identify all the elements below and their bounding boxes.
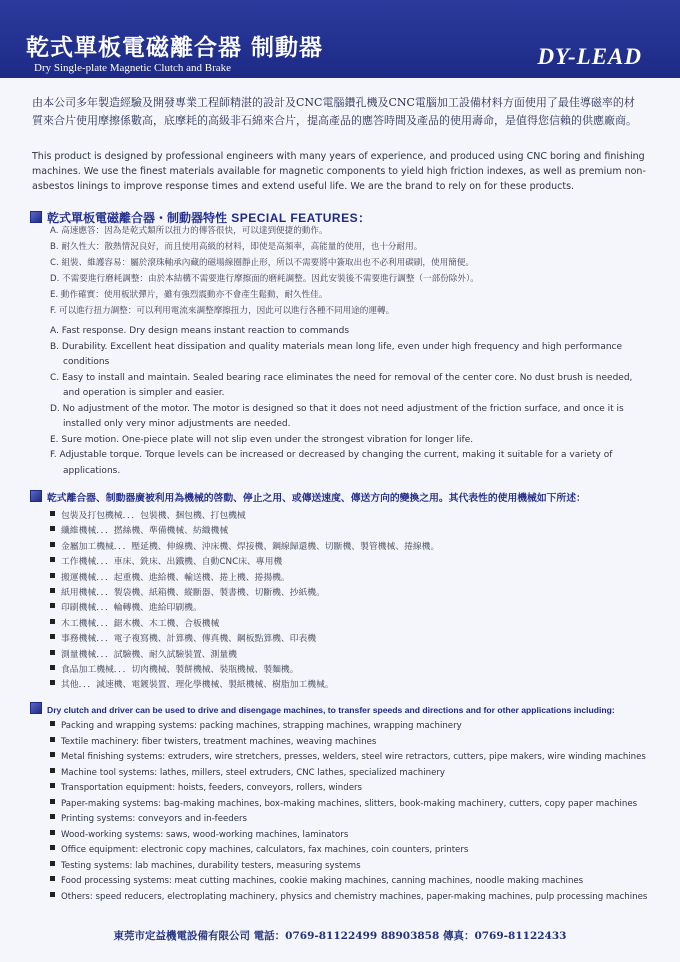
list-item-text: Packing and wrapping systems: packing machines, strapping machines, wrapping machinery <box>61 721 462 731</box>
applications-heading-zh-text: 乾式離合器、制動器廣被利用為機械的啓動、停止之用、或傳送速度、傳送方向的變換之用。其代表性的使用機械如下所述： <box>47 493 586 504</box>
applications-list-zh <box>50 509 650 694</box>
bullet-icon <box>50 619 55 624</box>
header-banner <box>0 0 680 78</box>
bullet-icon <box>50 783 55 788</box>
footer-contact: 東莞市定益機電設備有限公司 電話：0769-81122499 88903858 傳真：0769-81122433 <box>113 930 567 942</box>
square-bullet-icon <box>30 490 42 502</box>
list-item-text: 工作機械．．．車床、銑床、出鐵機、自動CNC床、專用機 <box>61 557 283 568</box>
list-item <box>50 586 650 601</box>
bullet-icon <box>50 634 55 639</box>
list-item <box>50 766 650 782</box>
list-item: F. Adjustable torque. Torque levels can be increased or decreased by changing the current, making it suitable for a variety of applications. <box>50 450 613 476</box>
list-item <box>50 571 650 586</box>
list-item <box>50 509 650 524</box>
list-item <box>50 735 650 751</box>
bullet-icon <box>50 768 55 773</box>
list-item-text: 測量機械．．．試驗機、耐久試驗裝置、測量機 <box>61 649 237 660</box>
bullet-icon <box>50 511 55 516</box>
list-item <box>50 812 650 828</box>
list-item: D. No adjustment of the motor. The motor is designed so that it does not need adjustment of the friction surface, and once it is installed only very minor adjustments are needed. <box>50 403 624 429</box>
list-item-text: 包裝及打包機械．．．包裝機、捆包機、打包機械 <box>61 511 246 521</box>
list-item: D. 不需要進行磨耗調整：由於本結構不需要進行摩擦面的磨耗調整。因此安裝後不需要進行調整（一部份除外）。 <box>50 274 479 284</box>
list-item-text: Printing systems: conveyors and in-feeders <box>61 814 248 824</box>
list-item: B. Durability. Excellent heat dissipation and quality materials mean long life, even under high frequency and high performance conditions <box>50 341 623 367</box>
page-subtitle: Dry Single-plate Magnetic Clutch and Brake <box>34 62 232 74</box>
list-item-text: 纖維機械．．．撚絲機、準備機械、紡織機械 <box>61 526 229 537</box>
square-bullet-icon <box>30 702 42 714</box>
applications-list-en <box>50 719 650 905</box>
applications-heading-zh <box>30 490 586 504</box>
list-item: A. Fast response. Dry design means instant reaction to commands <box>50 326 350 336</box>
list-item-text: Transportation equipment: hoists, feeders, conveyors, rollers, winders <box>61 783 362 793</box>
list-item-text: Others: speed reducers, electroplating machinery, physics and chemistry machines, paper-making machines, pulp processing machines <box>61 891 648 902</box>
list-item-text: Office equipment: electronic copy machines, calculators, fax machines, coin counters, printers <box>61 845 469 855</box>
bullet-icon <box>50 861 55 866</box>
list-item <box>50 750 650 766</box>
bullet-icon <box>50 526 55 531</box>
list-item: C. 組裝、維護容易：屬於滾珠軸承內藏的磁場線圈靜止形，所以不需要將中簽取出也不必利用碳刷，使用簡便。 <box>50 258 474 268</box>
applications-heading-en-text: Dry clutch and driver can be used to drive and disengage machines, to transfer speeds and directions and for other applications including: <box>47 705 615 715</box>
list-item-text: 木工機械．．．鋸木機、木工機、合板機械 <box>61 618 220 629</box>
list-item <box>50 632 650 647</box>
bullet-icon <box>50 542 55 547</box>
list-item <box>50 859 650 875</box>
list-item: E. Sure motion. One-piece plate will not slip even under the strongest vibration for longer life. <box>50 434 474 445</box>
list-item: F. 可以進行扭力調整：可以利用電流來調整摩擦扭力，因此可以進行各種不同用途的運轉。 <box>50 306 395 316</box>
list-item-text: 搬運機械．．．起重機、進給機、輸送機、捲上機、捲揚機。 <box>61 572 290 583</box>
bullet-icon <box>50 845 55 850</box>
bullet-icon <box>50 814 55 819</box>
list-item-text: 印刷機械．．．輪轉機、進給印刷機。 <box>61 603 202 614</box>
list-item <box>50 719 650 735</box>
list-item-text: Food processing systems: meat cutting machines, cookie making machines, canning machines, noodle making machines <box>61 876 584 886</box>
list-item <box>50 890 650 906</box>
intro-zh: 由本公司多年製造經驗及開發專業工程師精湛的設計及CNC電腦鑽孔機及CNC電腦加工設備材料方面使用了最佳導磁率的材質來合片使用摩擦係數高，底摩耗的高級非石綿來合片，提高產品的應答時間及產品的使用壽命，是值得您信賴的供應廠商。 <box>32 96 637 127</box>
list-item-text: Machine tool systems: lathes, millers, steel extruders, CNC lathes, specialized machinery <box>61 767 445 778</box>
list-item: A. 高速應答：因為是乾式類所以扭力的傳答很快，可以達到便捷的動作。 <box>50 226 328 236</box>
list-item <box>50 555 650 570</box>
list-item-text: 事務機械．．．電子複寫機、計算機、傳真機、鋼板點算機、印表機 <box>61 634 317 645</box>
bullet-icon <box>50 830 55 835</box>
applications-heading-en <box>30 702 615 715</box>
bullet-icon <box>50 603 55 608</box>
list-item-text: 食品加工機械．．．切肉機械、製餅機械、裝瓶機械、製麵機。 <box>61 665 299 676</box>
bullet-icon <box>50 557 55 562</box>
list-item <box>50 678 650 693</box>
list-item <box>50 843 650 859</box>
list-item-text: 其他．．．減速機、電鍍裝置、理化學機械、製紙機械、樹脂加工機械。 <box>61 680 334 691</box>
brand-logo: DY-LEAD <box>537 44 642 69</box>
features-list-en <box>50 324 650 479</box>
list-item <box>50 874 650 890</box>
list-item <box>50 524 650 539</box>
list-item-text: Testing systems: lab machines, durability testers, measuring systems <box>61 860 361 871</box>
bullet-icon <box>50 876 55 881</box>
list-item-text: Paper-making systems: bag-making machines, box-making machines, slitters, book-making machinery, cutters, copy paper machines <box>61 798 638 809</box>
list-item <box>50 601 650 616</box>
bullet-icon <box>50 588 55 593</box>
bullet-icon <box>50 752 55 757</box>
bullet-icon <box>50 680 55 685</box>
bullet-icon <box>50 665 55 670</box>
list-item <box>50 648 650 663</box>
list-item: E. 動作確實：使用板狀彈片，雖有強烈震動亦不會產生鬆動，耐久性佳。 <box>50 290 328 300</box>
page-title: 乾式單板電磁離合器 制動器 <box>26 34 324 61</box>
list-item: B. 耐久性大：散熱情況良好，而且使用高級的材料，即使是高頻率，高能量的使用，也十分耐用。 <box>50 242 423 252</box>
bullet-icon <box>50 737 55 742</box>
features-heading-en: SPECIAL FEATURES： <box>231 211 371 225</box>
list-item <box>50 828 650 844</box>
list-item-text: Textile machinery: fiber twisters, treatment machines, weaving machines <box>61 736 377 747</box>
list-item-text: Wood-working systems: saws, wood-working machines, laminators <box>61 829 349 840</box>
list-item <box>50 797 650 813</box>
list-item <box>50 617 650 632</box>
bullet-icon <box>50 650 55 655</box>
bullet-icon <box>50 721 55 726</box>
bullet-icon <box>50 892 55 897</box>
list-item-text: 紙用機械．．．製袋機、紙箱機、縱斷器、製書機、切斷機、抄紙機。 <box>61 588 325 599</box>
square-bullet-icon <box>30 211 42 223</box>
features-list-zh <box>50 223 650 319</box>
list-item-text: 金屬加工機械．．．壓延機、伸線機、沖床機、焊接機、鋼線歸還機、切斷機、製管機械、捲線機。 <box>61 541 440 552</box>
list-item <box>50 781 650 797</box>
bullet-icon <box>50 573 55 578</box>
bullet-icon <box>50 799 55 804</box>
intro-en: This product is designed by professional engineers with many years of experience, and produced using CNC boring and finishing machines. We use the finest materials available for magnetic components to yield high friction indexes, as well as premium non-asbestos linings to improve response times and extend useful life. We are the brand to rely on for these products. <box>32 151 646 192</box>
list-item: C. Easy to install and maintain. Sealed bearing race eliminates the need for removal of the center core. No dust brush is needed, and operation is simpler and easier. <box>50 372 633 398</box>
list-item-text: Metal finishing systems: extruders, wire stretchers, presses, welders, steel wire retractors, cutters, pipe makers, wire winding machines <box>61 752 646 762</box>
list-item <box>50 540 650 555</box>
list-item <box>50 663 650 678</box>
features-heading-zh: 乾式單板電磁離合器・制動器特性 <box>47 211 228 225</box>
